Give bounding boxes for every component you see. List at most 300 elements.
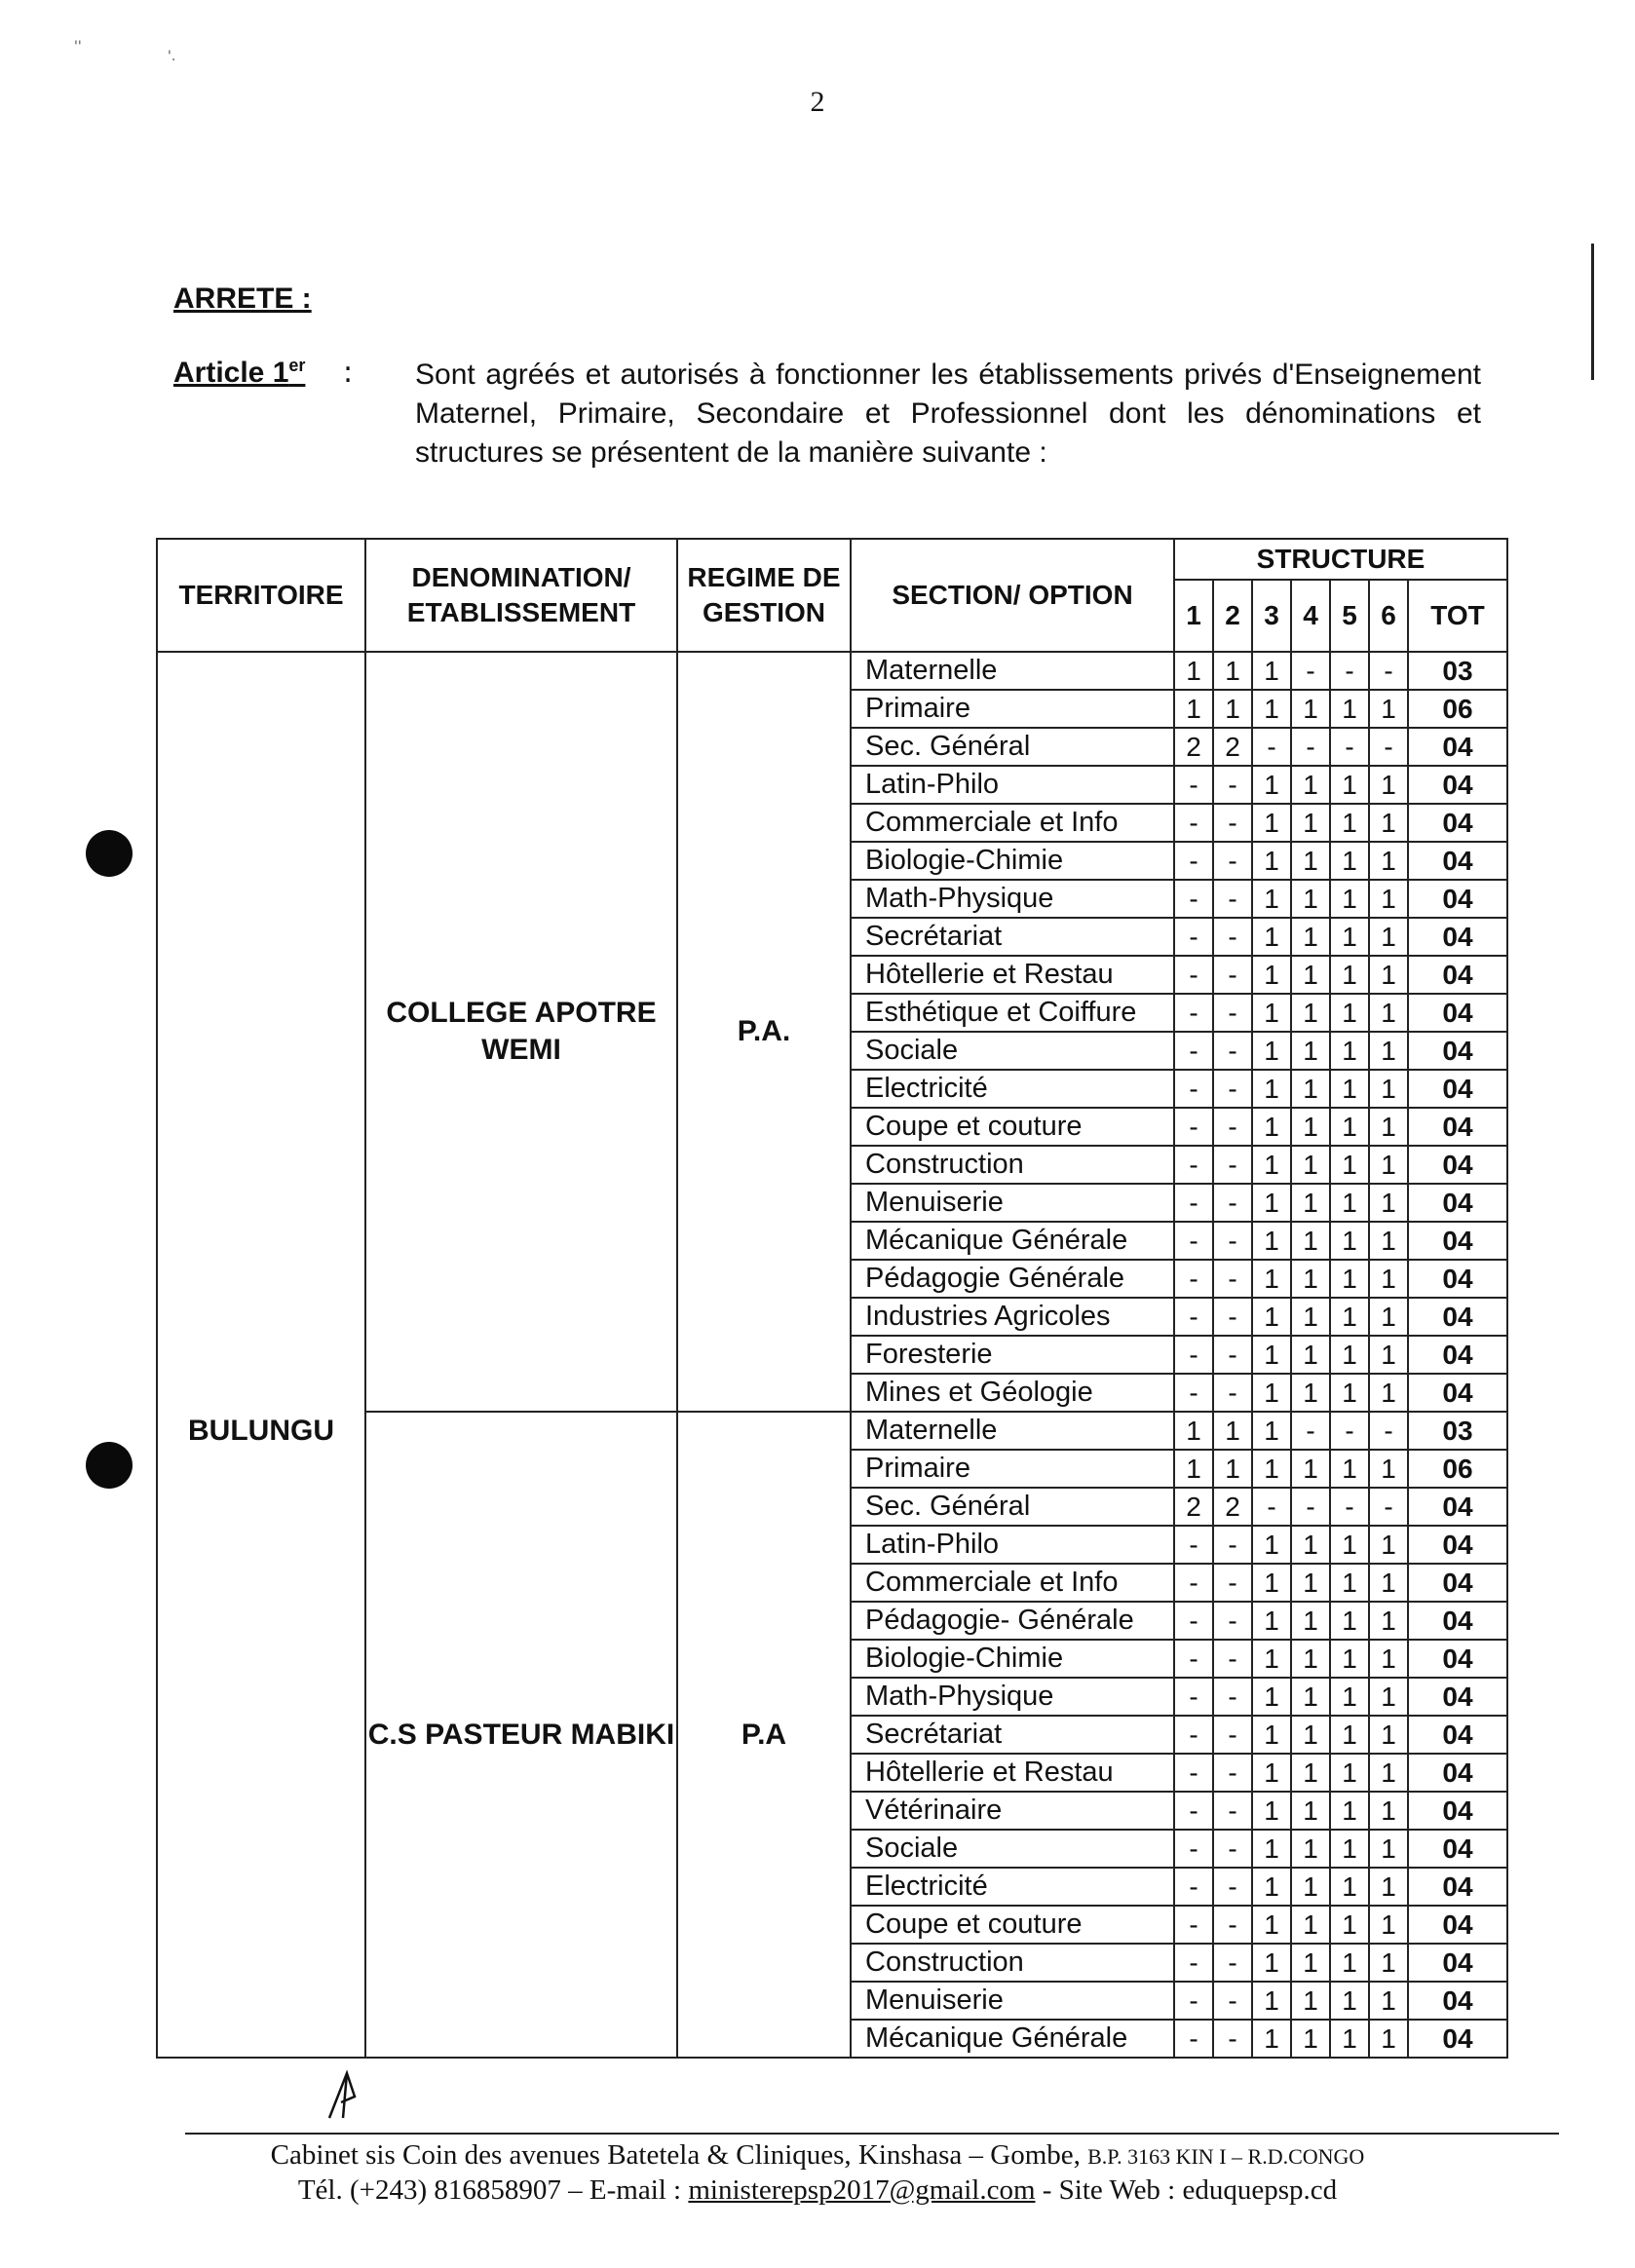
structure-cell: - <box>1213 2020 1252 2058</box>
structure-cell: - <box>1213 1640 1252 1678</box>
total-cell: 04 <box>1408 1602 1507 1640</box>
option-cell: Math-Physique <box>851 880 1174 918</box>
structure-cell: 1 <box>1330 1450 1369 1488</box>
structure-cell: - <box>1174 1260 1213 1298</box>
total-cell: 04 <box>1408 1184 1507 1222</box>
total-cell: 04 <box>1408 1374 1507 1412</box>
structure-cell: 1 <box>1291 1146 1330 1184</box>
structure-cell: - <box>1330 728 1369 766</box>
structure-cell: 1 <box>1213 1450 1252 1488</box>
structure-cell: - <box>1369 1412 1408 1450</box>
school-name-cell: COLLEGE APOTRE WEMI <box>365 652 677 1412</box>
structure-cell: 1 <box>1369 1222 1408 1260</box>
structure-cell: 1 <box>1369 1754 1408 1792</box>
structure-cell: 1 <box>1291 994 1330 1032</box>
header-col: 1 <box>1174 580 1213 652</box>
option-cell: Secrétariat <box>851 918 1174 956</box>
option-cell: Electricité <box>851 1868 1174 1906</box>
structure-cell: 1 <box>1174 652 1213 690</box>
structure-cell: 1 <box>1252 918 1291 956</box>
structure-cell: 1 <box>1330 1602 1369 1640</box>
structure-cell: 1 <box>1291 1374 1330 1412</box>
structure-cell: 1 <box>1252 2020 1291 2058</box>
structure-cell: 1 <box>1369 1070 1408 1108</box>
structure-cell: 1 <box>1252 1830 1291 1868</box>
structure-cell: 1 <box>1330 1754 1369 1792</box>
structure-cell: - <box>1213 956 1252 994</box>
structure-cell: - <box>1174 1222 1213 1260</box>
structure-cell: 1 <box>1252 1146 1291 1184</box>
structure-cell: 1 <box>1252 1754 1291 1792</box>
structure-cell: 1 <box>1252 1412 1291 1450</box>
option-cell: Commerciale et Info <box>851 804 1174 842</box>
structure-cell: 1 <box>1369 1450 1408 1488</box>
structure-cell: 1 <box>1291 880 1330 918</box>
total-cell: 04 <box>1408 1146 1507 1184</box>
header-regime: REGIME DE GESTION <box>677 539 851 652</box>
structure-cell: 1 <box>1291 1830 1330 1868</box>
structure-cell: - <box>1174 766 1213 804</box>
signature-mark <box>322 2067 380 2126</box>
article-label <box>173 356 305 390</box>
structure-cell: 1 <box>1369 1906 1408 1944</box>
structure-cell: 1 <box>1252 1298 1291 1336</box>
footer-rule <box>185 2133 1559 2135</box>
header-structure: STRUCTURE <box>1174 539 1507 580</box>
structure-cell: - <box>1174 1602 1213 1640</box>
structure-cell: 1 <box>1369 804 1408 842</box>
footer-email-link[interactable]: ministerepsp2017@gmail.com <box>688 2174 1036 2206</box>
structure-cell: 1 <box>1330 994 1369 1032</box>
structure-cell: - <box>1174 1678 1213 1716</box>
structure-cell: - <box>1213 1716 1252 1754</box>
structure-cell: 1 <box>1369 1184 1408 1222</box>
option-cell: Maternelle <box>851 652 1174 690</box>
structure-cell: - <box>1174 956 1213 994</box>
header-section: SECTION/ OPTION <box>851 539 1174 652</box>
article-label-text: Article 1 <box>173 357 289 389</box>
option-cell: Menuiserie <box>851 1982 1174 2020</box>
structure-cell: 1 <box>1330 1222 1369 1260</box>
header-col: 4 <box>1291 580 1330 652</box>
structure-cell: - <box>1291 1488 1330 1526</box>
structure-cell: 1 <box>1330 1032 1369 1070</box>
structure-cell: - <box>1330 1412 1369 1450</box>
total-cell: 06 <box>1408 690 1507 728</box>
structure-cell: - <box>1174 1716 1213 1754</box>
total-cell: 04 <box>1408 1982 1507 2020</box>
structure-cell: 1 <box>1330 1678 1369 1716</box>
structure-cell: - <box>1213 1032 1252 1070</box>
option-cell: Mécanique Générale <box>851 1222 1174 1260</box>
table-body <box>157 652 1507 2058</box>
structure-cell: 1 <box>1252 1792 1291 1830</box>
margin-rule <box>1591 244 1594 380</box>
structure-cell: 1 <box>1252 1678 1291 1716</box>
structure-cell: - <box>1213 1336 1252 1374</box>
option-cell: Commerciale et Info <box>851 1564 1174 1602</box>
structure-cell: 1 <box>1252 1526 1291 1564</box>
structure-cell: 1 <box>1369 918 1408 956</box>
structure-cell: 1 <box>1330 918 1369 956</box>
structure-cell: 1 <box>1252 1260 1291 1298</box>
structure-cell: 1 <box>1330 1868 1369 1906</box>
option-cell: Hôtellerie et Restau <box>851 956 1174 994</box>
structure-table <box>156 538 1508 2059</box>
total-cell: 04 <box>1408 1488 1507 1526</box>
article-body: Sont agréés et autorisés à fonctionner les établissements privés d'Enseignement Maternel, Primaire, Secondaire et Professionnel dont les dénominations et structures se présentent de la manière suivante : <box>415 359 1481 469</box>
structure-cell: - <box>1213 1830 1252 1868</box>
structure-cell: - <box>1174 1032 1213 1070</box>
structure-cell: 2 <box>1213 1488 1252 1526</box>
structure-cell: 1 <box>1291 1640 1330 1678</box>
structure-cell: 1 <box>1213 1412 1252 1450</box>
structure-cell: 1 <box>1330 1108 1369 1146</box>
option-cell: Biologie-Chimie <box>851 842 1174 880</box>
structure-cell: - <box>1213 1602 1252 1640</box>
structure-cell: - <box>1213 1374 1252 1412</box>
option-cell: Mines et Géologie <box>851 1374 1174 1412</box>
structure-cell: 1 <box>1291 1944 1330 1982</box>
structure-cell: 1 <box>1330 804 1369 842</box>
structure-cell: - <box>1174 804 1213 842</box>
structure-cell: 1 <box>1330 842 1369 880</box>
option-cell: Construction <box>851 1944 1174 1982</box>
structure-cell: - <box>1291 728 1330 766</box>
total-cell: 04 <box>1408 994 1507 1032</box>
structure-cell: 1 <box>1330 1184 1369 1222</box>
option-cell: Mécanique Générale <box>851 2020 1174 2058</box>
structure-cell: - <box>1213 1146 1252 1184</box>
option-cell: Construction <box>851 1146 1174 1184</box>
total-cell: 04 <box>1408 1944 1507 1982</box>
structure-cell: - <box>1369 652 1408 690</box>
structure-cell: 1 <box>1174 690 1213 728</box>
structure-cell: - <box>1213 1526 1252 1564</box>
structure-cell: - <box>1174 842 1213 880</box>
structure-cell: - <box>1174 880 1213 918</box>
structure-cell: - <box>1213 1070 1252 1108</box>
structure-cell: - <box>1174 1146 1213 1184</box>
structure-cell: 1 <box>1291 1564 1330 1602</box>
structure-cell: 1 <box>1330 956 1369 994</box>
structure-cell: 1 <box>1291 956 1330 994</box>
structure-cell: 1 <box>1252 1944 1291 1982</box>
structure-cell: 1 <box>1369 1032 1408 1070</box>
article-label-sup: er <box>288 356 306 375</box>
option-cell: Coupe et couture <box>851 1906 1174 1944</box>
structure-cell: 1 <box>1291 2020 1330 2058</box>
structure-cell: 1 <box>1369 1602 1408 1640</box>
structure-cell: 1 <box>1291 804 1330 842</box>
option-cell: Esthétique et Coiffure <box>851 994 1174 1032</box>
structure-cell: - <box>1213 1982 1252 2020</box>
structure-cell: - <box>1174 1906 1213 1944</box>
option-cell: Vétérinaire <box>851 1792 1174 1830</box>
structure-cell: - <box>1213 1754 1252 1792</box>
structure-cell: - <box>1174 918 1213 956</box>
structure-cell: 1 <box>1369 1868 1408 1906</box>
structure-cell: - <box>1174 1108 1213 1146</box>
structure-cell: 1 <box>1291 918 1330 956</box>
total-cell: 04 <box>1408 1108 1507 1146</box>
structure-cell: 1 <box>1291 1184 1330 1222</box>
structure-cell: 1 <box>1291 1868 1330 1906</box>
header-col: 5 <box>1330 580 1369 652</box>
total-cell: 04 <box>1408 1564 1507 1602</box>
structure-cell: 1 <box>1369 1640 1408 1678</box>
header-col: 2 <box>1213 580 1252 652</box>
structure-cell: - <box>1213 1108 1252 1146</box>
option-cell: Biologie-Chimie <box>851 1640 1174 1678</box>
footer-address-main: Cabinet sis Coin des avenues Batetela & Cliniques, Kinshasa – Gombe, <box>270 2139 1081 2171</box>
total-cell: 04 <box>1408 1260 1507 1298</box>
structure-cell: 2 <box>1174 728 1213 766</box>
structure-cell: - <box>1213 1792 1252 1830</box>
option-cell: Coupe et couture <box>851 1108 1174 1146</box>
structure-cell: 1 <box>1330 1336 1369 1374</box>
structure-cell: - <box>1213 842 1252 880</box>
structure-cell: 2 <box>1174 1488 1213 1526</box>
total-cell: 03 <box>1408 652 1507 690</box>
structure-cell: - <box>1213 1906 1252 1944</box>
structure-cell: 1 <box>1291 1108 1330 1146</box>
scan-artifact: '' <box>74 39 82 55</box>
total-cell: 04 <box>1408 1906 1507 1944</box>
footer-address-postal: B.P. 3163 KIN I – R.D.CONGO <box>1087 2144 1365 2169</box>
punch-hole <box>86 830 133 877</box>
option-cell: Hôtellerie et Restau <box>851 1754 1174 1792</box>
structure-cell: - <box>1330 1488 1369 1526</box>
structure-cell: 1 <box>1291 690 1330 728</box>
structure-cell: 1 <box>1252 956 1291 994</box>
structure-cell: 1 <box>1252 804 1291 842</box>
total-cell: 04 <box>1408 1336 1507 1374</box>
structure-cell: - <box>1213 1944 1252 1982</box>
structure-cell: 1 <box>1369 880 1408 918</box>
structure-cell: - <box>1213 1868 1252 1906</box>
structure-cell: 1 <box>1369 1260 1408 1298</box>
option-cell: Maternelle <box>851 1412 1174 1450</box>
table-row <box>157 652 1507 690</box>
structure-cell: 1 <box>1291 1298 1330 1336</box>
option-cell: Industries Agricoles <box>851 1298 1174 1336</box>
structure-cell: 1 <box>1369 690 1408 728</box>
option-cell: Latin-Philo <box>851 766 1174 804</box>
structure-cell: 1 <box>1369 1678 1408 1716</box>
structure-cell: - <box>1291 652 1330 690</box>
option-cell: Math-Physique <box>851 1678 1174 1716</box>
punch-hole <box>86 1442 133 1489</box>
structure-cell: - <box>1174 1868 1213 1906</box>
structure-cell: - <box>1174 1336 1213 1374</box>
structure-cell: - <box>1174 1982 1213 2020</box>
structure-cell: 1 <box>1330 690 1369 728</box>
structure-cell: 1 <box>1369 956 1408 994</box>
total-cell: 03 <box>1408 1412 1507 1450</box>
decree-heading: ARRETE : <box>173 283 312 315</box>
total-cell: 04 <box>1408 766 1507 804</box>
structure-cell: 1 <box>1252 652 1291 690</box>
structure-cell: - <box>1291 1412 1330 1450</box>
territoire-cell: BULUNGU <box>157 652 365 2058</box>
structure-cell: 1 <box>1330 1640 1369 1678</box>
total-cell: 04 <box>1408 956 1507 994</box>
regime-cell: P.A. <box>677 652 851 1412</box>
structure-cell: - <box>1174 1564 1213 1602</box>
structure-cell: 1 <box>1330 1564 1369 1602</box>
structure-cell: - <box>1213 994 1252 1032</box>
total-cell: 04 <box>1408 1640 1507 1678</box>
structure-cell: - <box>1174 2020 1213 2058</box>
total-cell: 04 <box>1408 918 1507 956</box>
total-cell: 04 <box>1408 1716 1507 1754</box>
page-number: 2 <box>810 86 825 118</box>
total-cell: 04 <box>1408 1526 1507 1564</box>
structure-cell: 1 <box>1291 1336 1330 1374</box>
structure-cell: 1 <box>1252 994 1291 1032</box>
structure-cell: - <box>1174 1792 1213 1830</box>
total-cell: 04 <box>1408 880 1507 918</box>
structure-cell: 1 <box>1369 1374 1408 1412</box>
structure-cell: 1 <box>1330 1070 1369 1108</box>
structure-cell: 1 <box>1369 994 1408 1032</box>
footer-contact <box>0 2174 1635 2207</box>
structure-cell: 1 <box>1291 1450 1330 1488</box>
structure-cell: 1 <box>1213 690 1252 728</box>
structure-cell: - <box>1174 1374 1213 1412</box>
header-col-total: TOT <box>1408 580 1507 652</box>
structure-cell: 1 <box>1369 842 1408 880</box>
structure-cell: 1 <box>1330 1982 1369 2020</box>
structure-cell: 1 <box>1369 766 1408 804</box>
structure-cell: 1 <box>1291 1678 1330 1716</box>
total-cell: 04 <box>1408 728 1507 766</box>
school-name-cell: C.S PASTEUR MABIKI <box>365 1412 677 2058</box>
structure-cell: 1 <box>1330 1716 1369 1754</box>
structure-cell: 1 <box>1252 1336 1291 1374</box>
option-cell: Primaire <box>851 1450 1174 1488</box>
structure-cell: 1 <box>1291 1792 1330 1830</box>
structure-cell: 1 <box>1369 1564 1408 1602</box>
structure-cell: 1 <box>1291 1716 1330 1754</box>
scan-artifact: '. <box>168 49 176 64</box>
total-cell: 04 <box>1408 1754 1507 1792</box>
structure-cell: 1 <box>1369 1982 1408 2020</box>
structure-cell: 1 <box>1252 766 1291 804</box>
structure-cell: 1 <box>1291 1602 1330 1640</box>
article-colon: : <box>343 356 354 390</box>
structure-cell: - <box>1213 1184 1252 1222</box>
structure-cell: 1 <box>1369 1792 1408 1830</box>
option-cell: Pédagogie Générale <box>851 1260 1174 1298</box>
structure-cell: 1 <box>1330 1906 1369 1944</box>
structure-cell: 1 <box>1369 2020 1408 2058</box>
structure-cell: 1 <box>1330 1146 1369 1184</box>
structure-cell: 1 <box>1252 1602 1291 1640</box>
structure-cell: 1 <box>1252 1070 1291 1108</box>
structure-cell: 1 <box>1330 880 1369 918</box>
structure-cell: 1 <box>1252 690 1291 728</box>
total-cell: 04 <box>1408 1070 1507 1108</box>
structure-cell: 1 <box>1174 1450 1213 1488</box>
total-cell: 04 <box>1408 1032 1507 1070</box>
total-cell: 04 <box>1408 1868 1507 1906</box>
header-col: 6 <box>1369 580 1408 652</box>
structure-cell: 1 <box>1330 1792 1369 1830</box>
structure-cell: 1 <box>1213 652 1252 690</box>
structure-cell: 1 <box>1252 1982 1291 2020</box>
structure-cell: - <box>1174 994 1213 1032</box>
structure-cell: - <box>1174 1070 1213 1108</box>
structure-cell: 1 <box>1369 1146 1408 1184</box>
total-cell: 04 <box>1408 2020 1507 2058</box>
option-cell: Sociale <box>851 1032 1174 1070</box>
total-cell: 04 <box>1408 1298 1507 1336</box>
structure-cell: - <box>1213 766 1252 804</box>
structure-cell: 1 <box>1174 1412 1213 1450</box>
option-cell: Pédagogie- Générale <box>851 1602 1174 1640</box>
structure-cell: - <box>1174 1830 1213 1868</box>
structure-cell: 1 <box>1291 1754 1330 1792</box>
structure-cell: - <box>1174 1754 1213 1792</box>
structure-cell: 1 <box>1291 1526 1330 1564</box>
structure-cell: 1 <box>1330 1298 1369 1336</box>
total-cell: 04 <box>1408 804 1507 842</box>
footer-site: - Site Web : eduquepsp.cd <box>1042 2174 1338 2206</box>
structure-cell: - <box>1213 1678 1252 1716</box>
option-cell: Foresterie <box>851 1336 1174 1374</box>
structure-cell: - <box>1174 1184 1213 1222</box>
structure-cell: 1 <box>1252 842 1291 880</box>
total-cell: 04 <box>1408 1222 1507 1260</box>
structure-cell: - <box>1174 1526 1213 1564</box>
structure-cell: 1 <box>1330 1374 1369 1412</box>
structure-cell: 1 <box>1252 1716 1291 1754</box>
structure-cell: 1 <box>1252 1868 1291 1906</box>
structure-cell: - <box>1369 1488 1408 1526</box>
structure-cell: 1 <box>1252 1374 1291 1412</box>
structure-cell: - <box>1252 728 1291 766</box>
structure-cell: - <box>1213 804 1252 842</box>
structure-cell: 1 <box>1252 1640 1291 1678</box>
structure-cell: - <box>1213 1222 1252 1260</box>
structure-cell: 1 <box>1291 1982 1330 2020</box>
regime-cell: P.A <box>677 1412 851 2058</box>
structure-cell: 1 <box>1330 1944 1369 1982</box>
option-cell: Sec. Général <box>851 1488 1174 1526</box>
option-cell: Latin-Philo <box>851 1526 1174 1564</box>
structure-cell: 1 <box>1369 1526 1408 1564</box>
structure-cell: 1 <box>1252 1564 1291 1602</box>
structure-cell: - <box>1330 652 1369 690</box>
header-col: 3 <box>1252 580 1291 652</box>
structure-cell: - <box>1174 1944 1213 1982</box>
total-cell: 04 <box>1408 1830 1507 1868</box>
structure-cell: - <box>1174 1640 1213 1678</box>
structure-cell: 1 <box>1369 1830 1408 1868</box>
structure-cell: - <box>1369 728 1408 766</box>
option-cell: Secrétariat <box>851 1716 1174 1754</box>
structure-cell: 1 <box>1330 1526 1369 1564</box>
structure-cell: 1 <box>1369 1336 1408 1374</box>
structure-cell: 1 <box>1291 1032 1330 1070</box>
total-cell: 04 <box>1408 1792 1507 1830</box>
structure-cell: 1 <box>1252 1906 1291 1944</box>
structure-cell: 1 <box>1252 1222 1291 1260</box>
structure-cell: 1 <box>1330 1260 1369 1298</box>
option-cell: Electricité <box>851 1070 1174 1108</box>
